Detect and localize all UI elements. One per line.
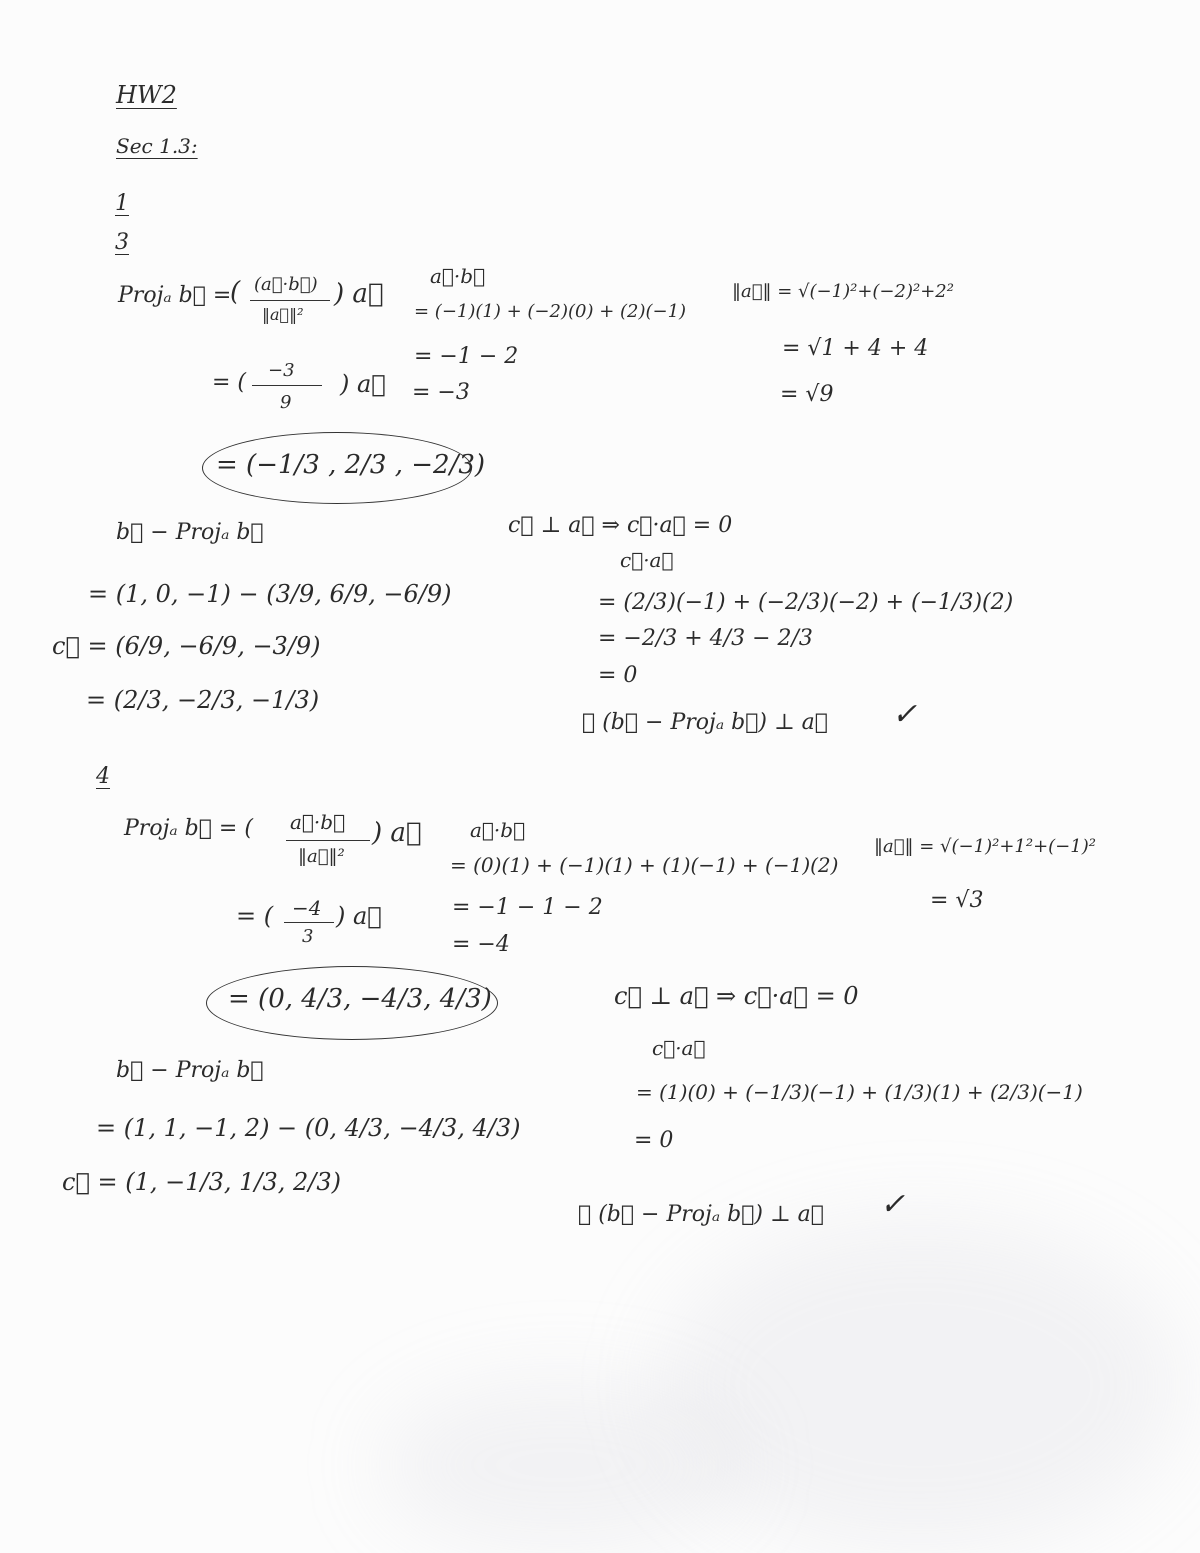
p3-norm-line-1: ‖a⃗‖ = √(−1)²+(−2)²+2² — [732, 281, 954, 302]
p4-proj-result: = (0, 4/3, −4/3, 4/3) — [228, 984, 492, 1014]
p3-step2-open: = ( — [212, 370, 247, 395]
p4-step2-denominator: 3 — [302, 926, 314, 947]
p3-perp-line-3: = −2/3 + 4/3 − 2/3 — [598, 626, 813, 651]
p4-dot-line-2: = −1 − 1 − 2 — [452, 895, 603, 920]
p4-conclusion: ∴ (b⃗ − Projₐ b⃗) ⊥ a⃗ — [578, 1202, 824, 1227]
scan-shading — [660, 1220, 1180, 1550]
p4-check-mark: ✓ — [880, 1187, 906, 1222]
p3-perp-line-4: = 0 — [598, 663, 638, 688]
page-title: HW2 — [116, 81, 177, 109]
p3-dot-line-1: = (−1)(1) + (−2)(0) + (2)(−1) — [414, 301, 687, 322]
p4-step2-vector: ) a⃗ — [336, 902, 382, 930]
p4-perp-line-1: c⃗·a⃗ — [652, 1036, 706, 1060]
p4-c-line-2: = (1, 1, −1, 2) − (0, 4/3, −4/3, 4/3) — [96, 1114, 521, 1142]
p3-norm-line-2: = √1 + 4 + 4 — [782, 336, 929, 361]
p3-step2-vector: ) a⃗ — [340, 370, 386, 398]
p4-norm-line-2: = √3 — [930, 888, 984, 913]
p3-step2-fraction-bar — [252, 385, 322, 386]
p4-fraction-bar — [286, 840, 370, 841]
problem-4-number: 4 — [96, 764, 110, 789]
p4-step2-open: = ( — [236, 902, 274, 930]
p4-dot-label: a⃗·b⃗ — [470, 818, 526, 842]
p4-proj-denominator: ‖a⃗‖² — [298, 846, 345, 867]
p4-c-line-3: c⃗ = (1, −1/3, 1/3, 2/3) — [62, 1168, 341, 1196]
p3-dot-label: a⃗·b⃗ — [430, 264, 486, 288]
p3-proj-denominator: ‖a⃗‖² — [262, 305, 304, 324]
p4-proj-lhs: Projₐ b⃗ = ( — [124, 816, 253, 841]
problem-3-number: 3 — [115, 230, 129, 255]
p4-proj-vector: ) a⃗ — [372, 818, 422, 848]
p3-perp-header: c⃗ ⊥ a⃗ ⇒ c⃗·a⃗ = 0 — [508, 513, 733, 538]
p4-perp-header: c⃗ ⊥ a⃗ ⇒ c⃗·a⃗ = 0 — [614, 982, 859, 1010]
scan-shading — [380, 1380, 740, 1550]
p4-perp-line-3: = 0 — [634, 1128, 674, 1153]
p3-dot-line-2: = −1 − 2 — [414, 344, 519, 369]
p3-proj-numerator: (a⃗·b⃗) — [254, 274, 318, 295]
p3-fraction-bar — [250, 300, 330, 301]
p4-dot-line-3: = −4 — [452, 932, 510, 957]
p3-check-mark: ✓ — [892, 697, 918, 732]
p4-norm-line-1: ‖a⃗‖ = √(−1)²+1²+(−1)² — [874, 836, 1096, 857]
p4-step2-fraction-bar — [284, 922, 334, 923]
p3-perp-line-2: = (2/3)(−1) + (−2/3)(−2) + (−1/3)(2) — [598, 590, 1014, 615]
p4-dot-line-1: = (0)(1) + (−1)(1) + (1)(−1) + (−1)(2) — [450, 853, 839, 877]
p3-open-paren: ( — [230, 277, 241, 307]
p3-perp-line-1: c⃗·a⃗ — [620, 548, 674, 572]
problem-1-number: 1 — [115, 191, 129, 216]
p3-conclusion: ∴ (b⃗ − Projₐ b⃗) ⊥ a⃗ — [582, 710, 828, 735]
p3-step2-denominator: 9 — [280, 392, 292, 413]
p3-proj-lhs: Projₐ b⃗ = — [118, 283, 232, 308]
p3-proj-vector: ) a⃗ — [334, 279, 384, 309]
section-label: Sec 1.3: — [116, 134, 198, 158]
p4-c-line-1: b⃗ − Projₐ b⃗ — [116, 1058, 264, 1083]
p3-c-line-2: = (1, 0, −1) − (3/9, 6/9, −6/9) — [88, 580, 452, 608]
p4-step2-numerator: −4 — [292, 896, 322, 920]
p3-c-line-1: b⃗ − Projₐ b⃗ — [116, 520, 264, 545]
p3-step2-numerator: −3 — [268, 360, 295, 381]
p3-c-line-4: = (2/3, −2/3, −1/3) — [86, 686, 320, 714]
p3-dot-line-3: = −3 — [412, 380, 470, 405]
p4-perp-line-2: = (1)(0) + (−1/3)(−1) + (1/3)(1) + (2/3)(−1) — [636, 1080, 1083, 1104]
p4-proj-numerator: a⃗·b⃗ — [290, 810, 346, 834]
p3-norm-line-3: = √9 — [780, 382, 834, 407]
p3-proj-result: = (−1/3 , 2/3 , −2/3) — [216, 450, 486, 480]
p3-c-line-3: c⃗ = (6/9, −6/9, −3/9) — [52, 632, 321, 660]
